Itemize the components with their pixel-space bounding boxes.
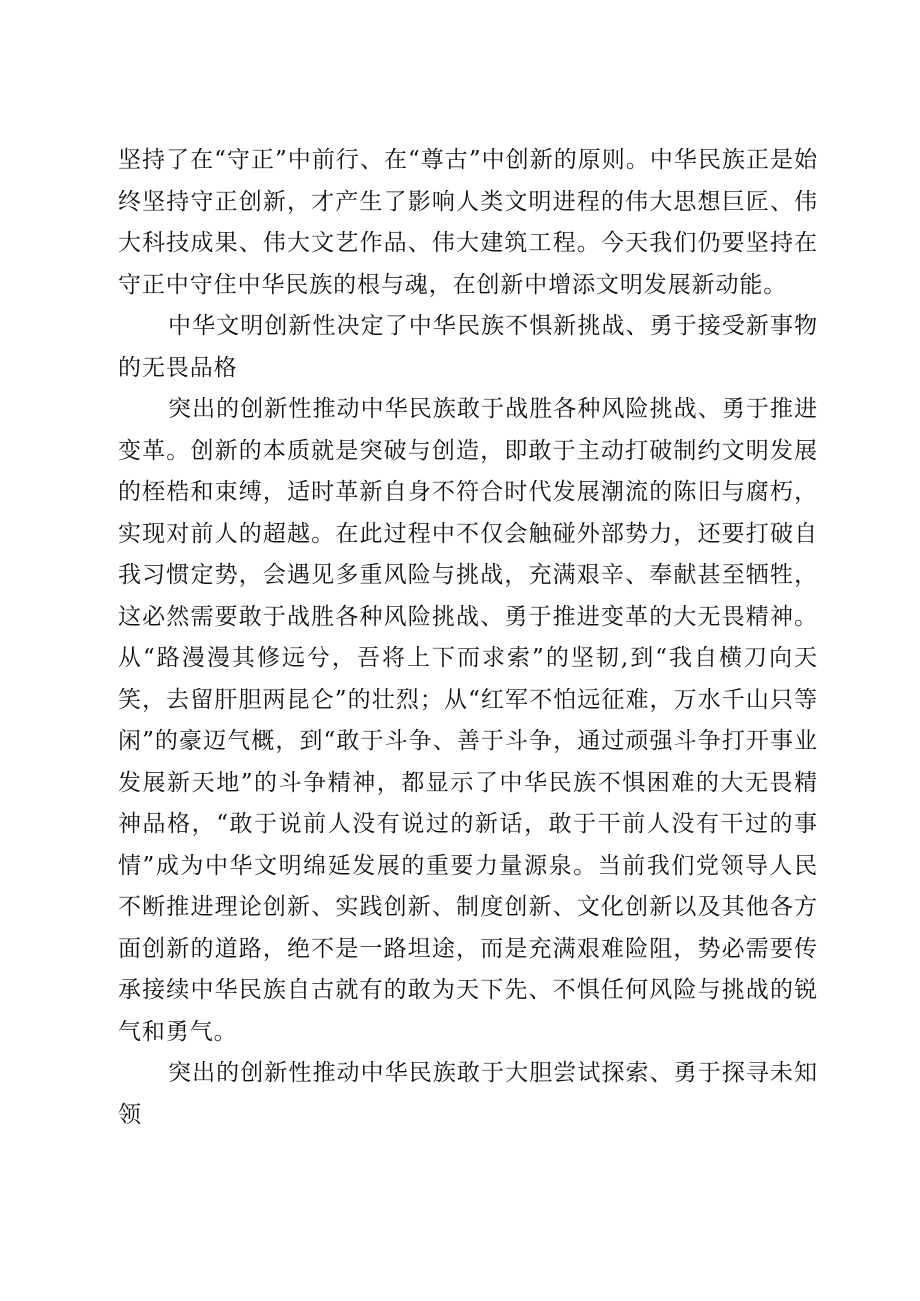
section-heading: 中华文明创新性决定了中华民族不惧新挑战、勇于接受新事物的无畏品格	[118, 313, 818, 381]
paragraph-truncated: 突出的创新性推动中华民族敢于大胆尝试探索、勇于探寻未知领	[118, 1060, 818, 1128]
document-body	[118, 140, 818, 1136]
paragraph-continuation: 坚持了在“守正”中前行、在“尊古”中创新的原则。中华民族正是始终坚持守正创新，才产生了影响人类文明进程的伟大思想巨匠、伟大科技成果、伟大文艺作品、伟大建筑工程。今天我们仍要坚持在守正中守住中华民族的根与魂，在创新中增添文明发展新动能。	[118, 147, 818, 298]
paragraph-body: 突出的创新性推动中华民族敢于战胜各种风险挑战、勇于推进变革。创新的本质就是突破与创造，即敢于主动打破制约文明发展的桎梏和束缚，适时革新自身不符合时代发展潮流的陈旧与腐朽，实现对前人的超越。在此过程中不仅会触碰外部势力，还要打破自我习惯定势，会遇见多重风险与挑战，充满艰辛、奉献甚至牺牲，这必然需要敢于战胜各种风险挑战、勇于推进变革的大无畏精神。从“路漫漫其修远兮，吾将上下而求索”的坚韧,到“我自横刀向天笑，去留肝胆两昆仑”的壮烈；从“红军不怕远征难，万水千山只等闲”的豪迈气概，到“敢于斗争、善于斗争，通过顽强斗争打开事业发展新天地”的斗争精神，都显示了中华民族不惧困难的大无畏精神品格，“敢于说前人没有说过的新话，敢于干前人没有干过的事情”成为中华文明绵延发展的重要力量源泉。当前我们党领导人民不断推进理论创新、实践创新、制度创新、文化创新以及其他各方面创新的道路，绝不是一路坦途，而是充满艰难险阻，势必需要传承接续中华民族自古就有的敢为天下先、不惧任何风险与挑战的锐气和勇气。	[118, 396, 818, 1045]
